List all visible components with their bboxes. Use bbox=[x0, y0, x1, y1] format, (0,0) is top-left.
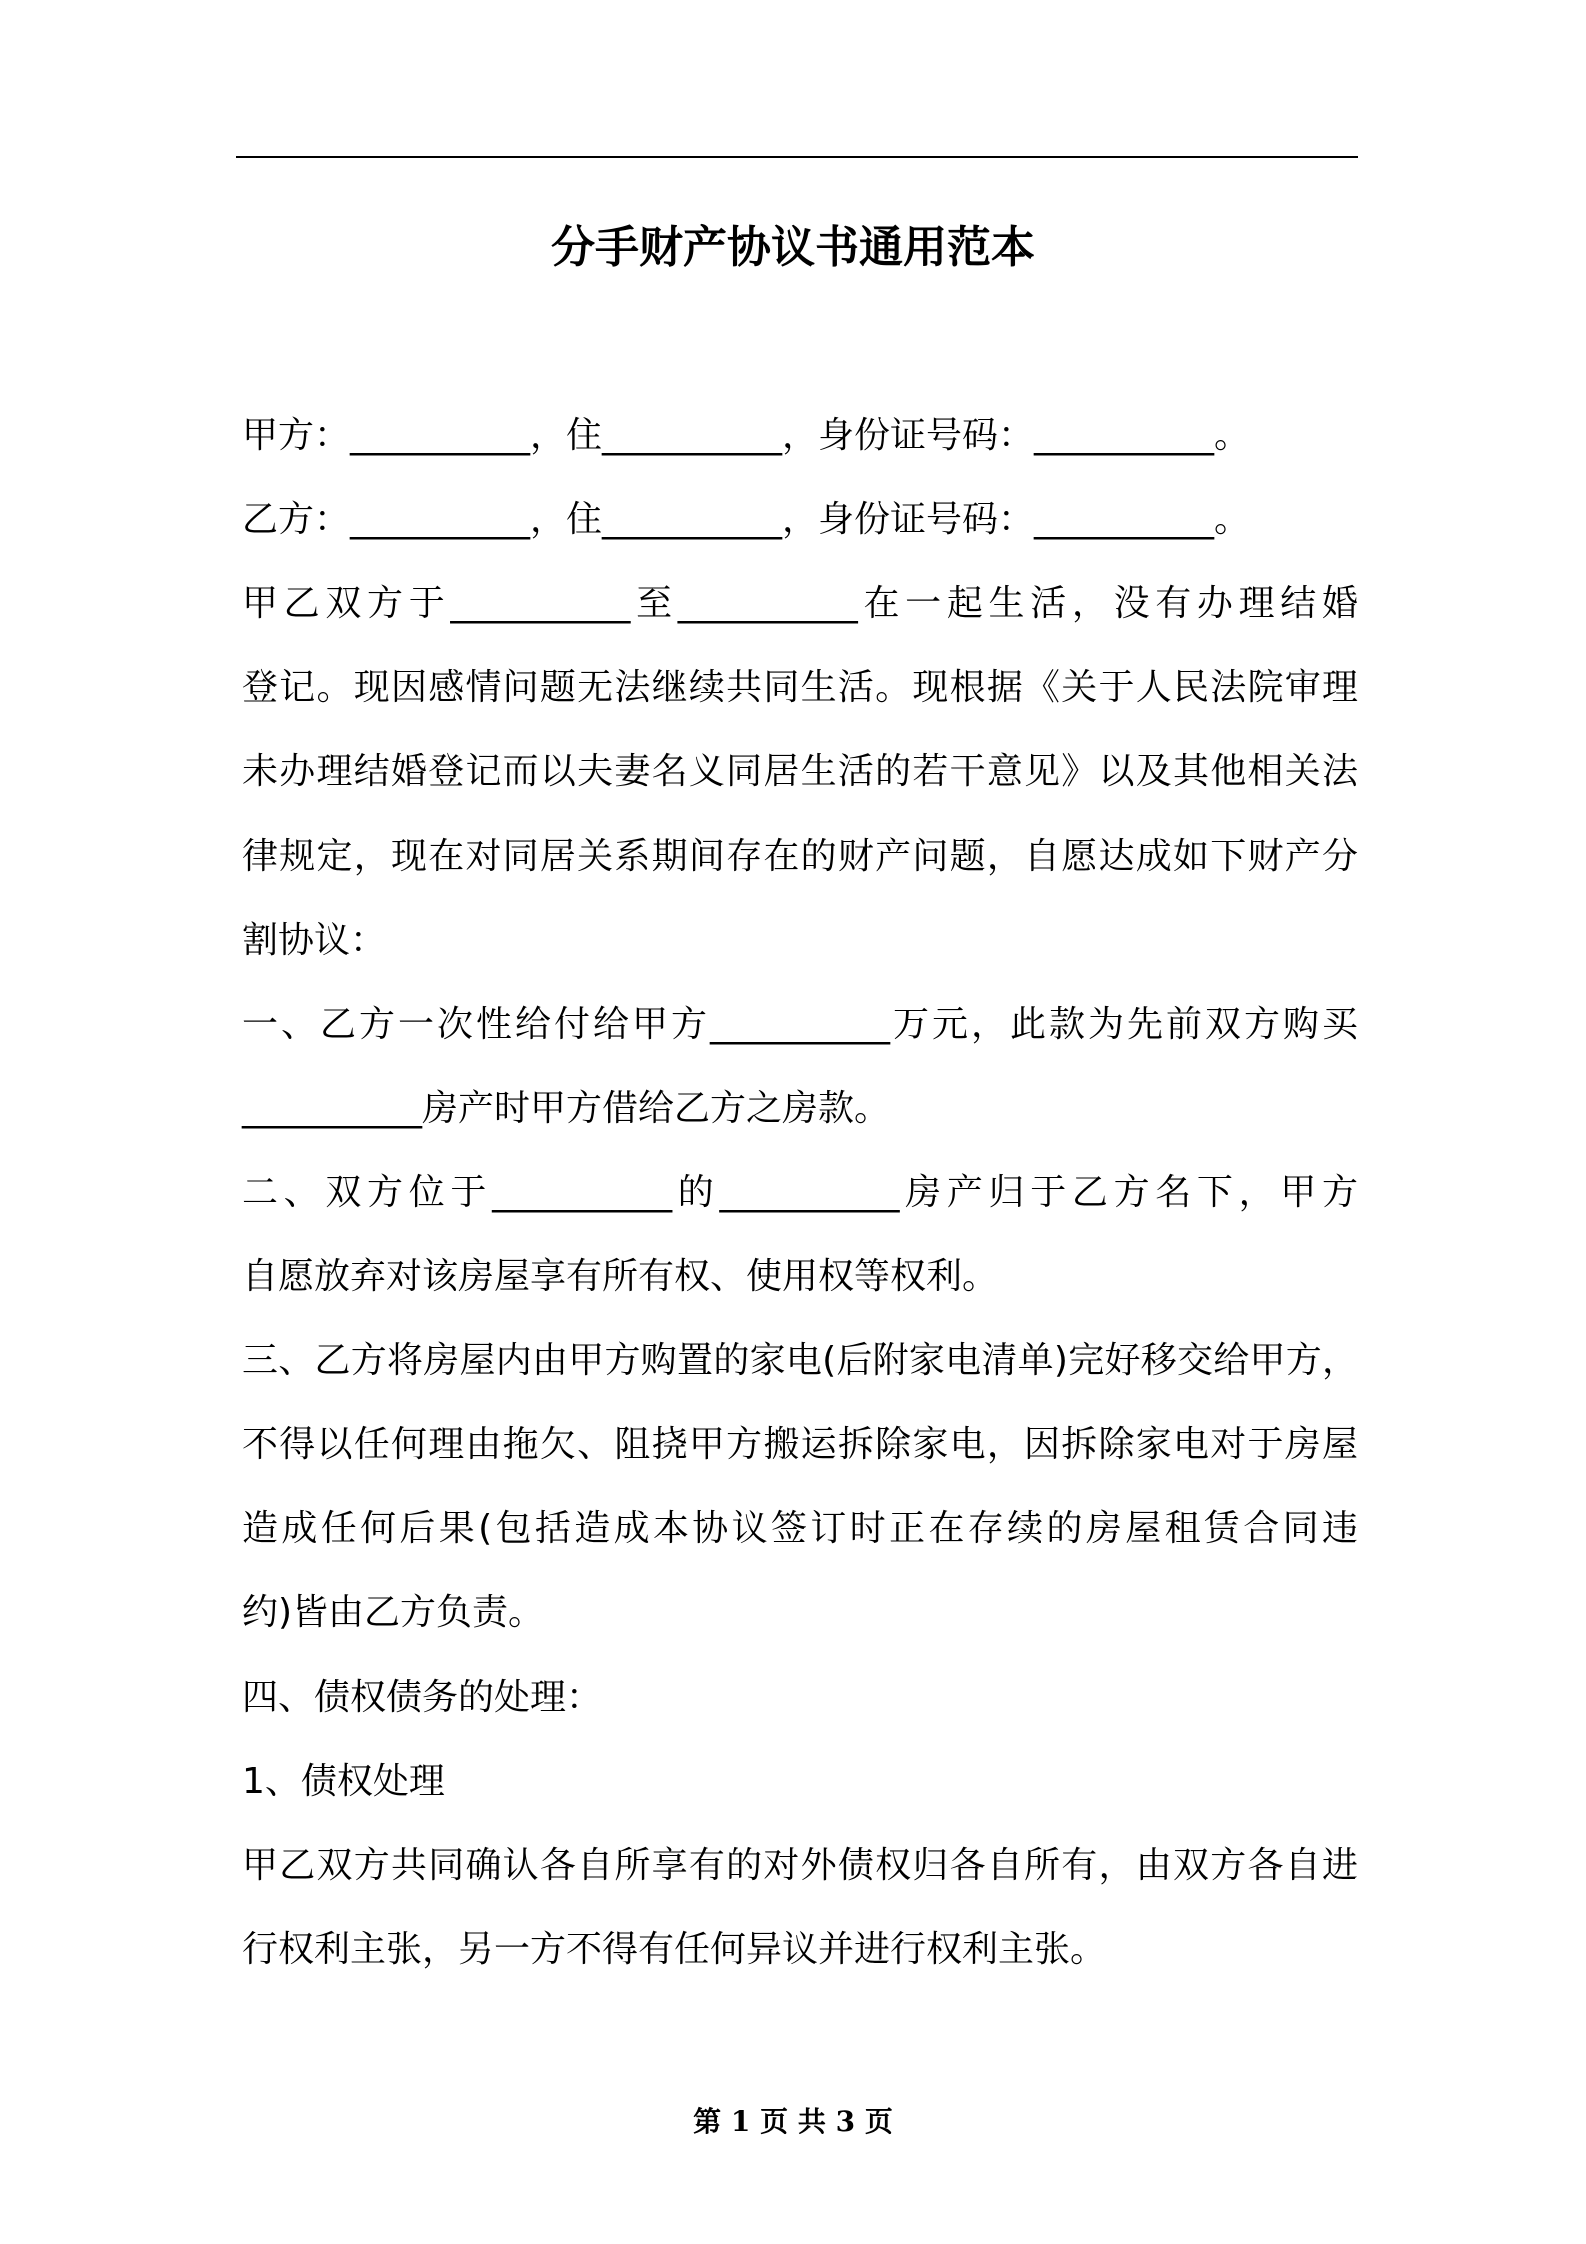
document-title: 分手财产协议书通用范本 bbox=[551, 222, 1035, 273]
text-line: 不得以任何理由拖欠、阻挠甲方搬运拆除家电，因拆除家电对于房屋 bbox=[242, 1424, 1358, 1466]
text-line: 一、乙方一次性给付给甲方__________万元，此款为先前双方购买 bbox=[242, 1003, 1358, 1045]
text-line: __________房产时甲方借给乙方之房款。 bbox=[242, 1087, 891, 1129]
text-line: 甲乙双方共同确认各自所享有的对外债权归各自所有，由双方各自进 bbox=[242, 1844, 1358, 1886]
text-line: 甲乙双方于__________至__________在一起生活，没有办理结婚 bbox=[242, 583, 1358, 625]
text-line: 自愿放弃对该房屋享有所有权、使用权等权利。 bbox=[242, 1256, 999, 1297]
text-line: 1、债权处理 bbox=[242, 1760, 445, 1802]
text-line: 未办理结婚登记而以夫妻名义同居生活的若干意见》以及其他相关法 bbox=[242, 751, 1358, 793]
text-line: 割协议： bbox=[242, 919, 387, 961]
text-line: 四、债权债务的处理： bbox=[242, 1676, 603, 1718]
text-line: 造成任何后果(包括造成本协议签订时正在存续的房屋租赁合同违 bbox=[242, 1508, 1358, 1550]
text-line: 三、乙方将房屋内由甲方购置的家电(后附家电清单)完好移交给甲方， bbox=[242, 1340, 1358, 1382]
text-line: 二、双方位于__________的__________房产归于乙方名下，甲方 bbox=[242, 1171, 1358, 1213]
text-line: 甲方：__________，住__________，身份证号码：__________。 bbox=[242, 415, 1251, 456]
header-rule bbox=[236, 156, 1358, 158]
text-line: 登记。现因感情问题无法继续共同生活。现根据《关于人民法院审理 bbox=[242, 667, 1358, 709]
text-line: 行权利主张，另一方不得有任何异议并进行权利主张。 bbox=[242, 1928, 1107, 1970]
text-line: 律规定，现在对同居关系期间存在的财产问题，自愿达成如下财产分 bbox=[242, 835, 1358, 877]
text-line: 约)皆由乙方负责。 bbox=[242, 1592, 545, 1634]
text-line: 乙方：__________，住__________，身份证号码：__________。 bbox=[242, 499, 1251, 541]
page-footer: 第 1 页 共 3 页 bbox=[693, 2105, 893, 2138]
